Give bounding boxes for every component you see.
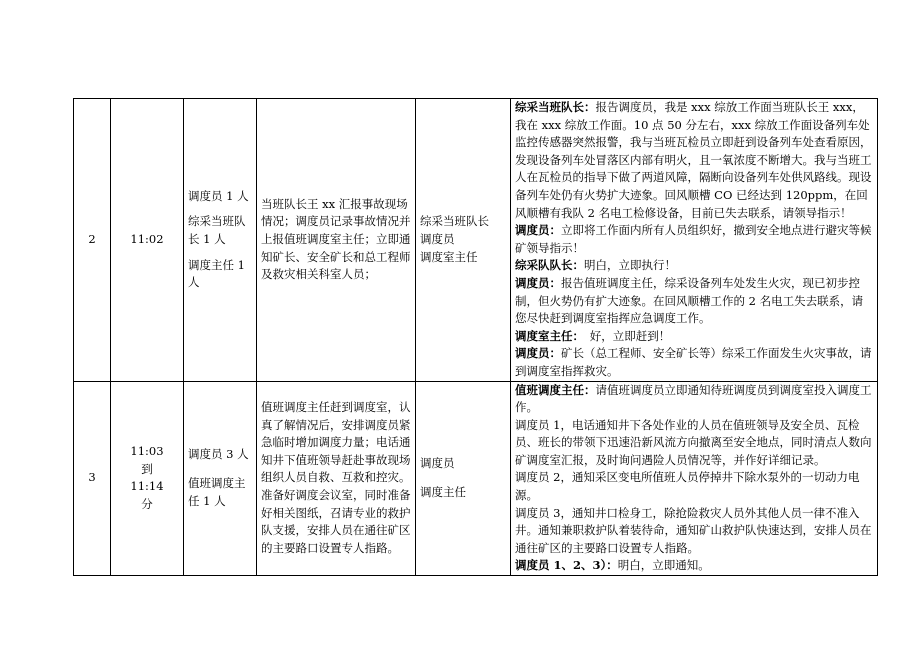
table-row xyxy=(74,381,878,576)
dialogue-text: 明白，立即通知。 xyxy=(617,558,710,573)
role-item: 调度员 xyxy=(420,231,455,246)
roles-cell xyxy=(416,381,511,576)
dialogue-line xyxy=(515,469,873,504)
dialogue-text: 明白，立即执行！ xyxy=(584,258,676,273)
speaker-label: 调度员： xyxy=(515,223,561,238)
speaker-label: 调度员 1、2、3）： xyxy=(515,558,618,573)
row-number: 3 xyxy=(74,381,111,576)
dialogue-text: 矿长（总工程师、安全矿长等）综采工作面发生火灾事故，请到调度室指挥救灾。 xyxy=(515,346,872,378)
dialogue-line xyxy=(515,222,873,257)
personnel-item: 调度员 3 人 xyxy=(188,446,249,461)
dialogue-line xyxy=(515,417,873,470)
time-part: 11:14 xyxy=(130,479,164,494)
speaker-label: 综采当班队长： xyxy=(515,100,596,114)
dialogue-text: 调度员 3，通知井口检身工，除抢险救灾人员外其他人员一律不准入井。通知兼职救护队着装待命，通知矿山救护队快速达到，安排人员在通往矿区的主要路口设置专人指路。 xyxy=(515,505,872,555)
role-item: 调度主任 xyxy=(420,485,466,500)
dialogue-cell xyxy=(511,381,878,576)
dialogue-text: 报告调度员，我是 xxx 综放工作面当班队长王 xxx，我在 xxx 综放工作面。10 点 50 分左右，xxx 综放工作面设备列车处监控传感器突然报警，我与当班瓦检员立即赶到设备列车处查看原因，发现设备列车处冒落区内部有明火，且一氧浓度不断增大。我与当班工人在瓦检员的指导下做了两道风障，隔断向设备列车处供风路线。现设备列车处仍有火势扩大迹象。回风顺槽 CO 已经达到 120ppm，在回风顺槽有我队 2 名电工检修设备，目前已失去联系，请领导指示！ xyxy=(515,100,872,220)
dialogue-line xyxy=(515,275,873,328)
role-item: 综采当班队长 xyxy=(420,214,489,229)
time-part: 分 xyxy=(141,496,153,511)
speaker-label: 综采队队长： xyxy=(515,258,584,273)
personnel-item: 综采当班队长 1 人 xyxy=(188,214,246,246)
row-time-range xyxy=(111,381,184,576)
row-time: 11:02 xyxy=(111,99,184,382)
dialogue-line xyxy=(515,328,873,346)
dialogue-line xyxy=(515,345,873,380)
personnel-cell xyxy=(184,99,257,382)
dialogue-cell xyxy=(511,99,878,382)
row-number: 2 xyxy=(74,99,111,382)
roles-cell xyxy=(416,99,511,382)
dialogue-text: 报告值班调度主任，综采设备列车处发生火灾，现已初步控制，但火势仍有扩大迹象。在回风顺槽工作的 2 名电工失去联系，请您尽快赶到调度室指挥应急调度工作。 xyxy=(515,275,864,326)
dialogue-text: 请值班调度员立即通知待班调度员到调度室投入调度工作。 xyxy=(515,382,872,415)
personnel-item: 调度员 1 人 xyxy=(188,188,249,203)
table-row xyxy=(74,99,878,382)
description-cell: 值班调度主任赶到调度室，认真了解情况后，安排调度员紧急临时增加调度力量；电话通知井下值班领导赶赴事故现场组织人员自救、互救和控灾。准备好调度会议室，同时准备好相关图纸，召请专业的救护队支援，安排人员在通往矿区的主要路口设置专人指路。 xyxy=(257,381,416,576)
dialogue-text: 立即将工作面内所有人员组织好，撤到安全地点进行避灾等候矿领导指示！ xyxy=(515,223,872,255)
description-cell: 当班队长王 xx 汇报事故现场情况；调度员记录事故情况并上报值班调度室主任；立即通知矿长、安全矿长和总工程师及救灾相关科室人员； xyxy=(257,99,416,382)
dialogue-text: 调度员 2，通知采区变电所值班人员停掉井下除水泵外的一切动力电源。 xyxy=(515,470,860,503)
speaker-label: 调度员： xyxy=(515,275,561,290)
time-part: 到 xyxy=(141,461,153,476)
dialogue-line xyxy=(515,505,873,558)
speaker-label: 值班调度主任： xyxy=(515,382,596,397)
role-item: 调度员 xyxy=(420,455,455,470)
personnel-item: 值班调度主任 1 人 xyxy=(188,476,246,509)
emergency-drill-table xyxy=(73,98,878,576)
personnel-cell xyxy=(184,381,257,576)
time-part: 11:03 xyxy=(130,444,164,459)
dialogue-text: 好，立即赶到！ xyxy=(578,328,671,343)
dialogue-text: 调度员 1，电话通知井下各处作业的人员在值班领导及安全员、瓦检员、班长的带领下迅速沿新风流方向撤离至安全地点，同时清点人数向矿调度室汇报，及时询问遇险人员情况等，并作好详细记录。 xyxy=(515,417,872,467)
dialogue-line xyxy=(515,557,873,575)
role-item: 调度室主任 xyxy=(420,249,478,264)
speaker-label: 调度员： xyxy=(515,346,561,361)
dialogue-line xyxy=(515,382,873,417)
dialogue-line xyxy=(515,99,873,222)
personnel-item: 调度主任 1 人 xyxy=(188,257,245,290)
speaker-label: 调度室主任： xyxy=(515,328,579,343)
dialogue-line xyxy=(515,257,873,275)
